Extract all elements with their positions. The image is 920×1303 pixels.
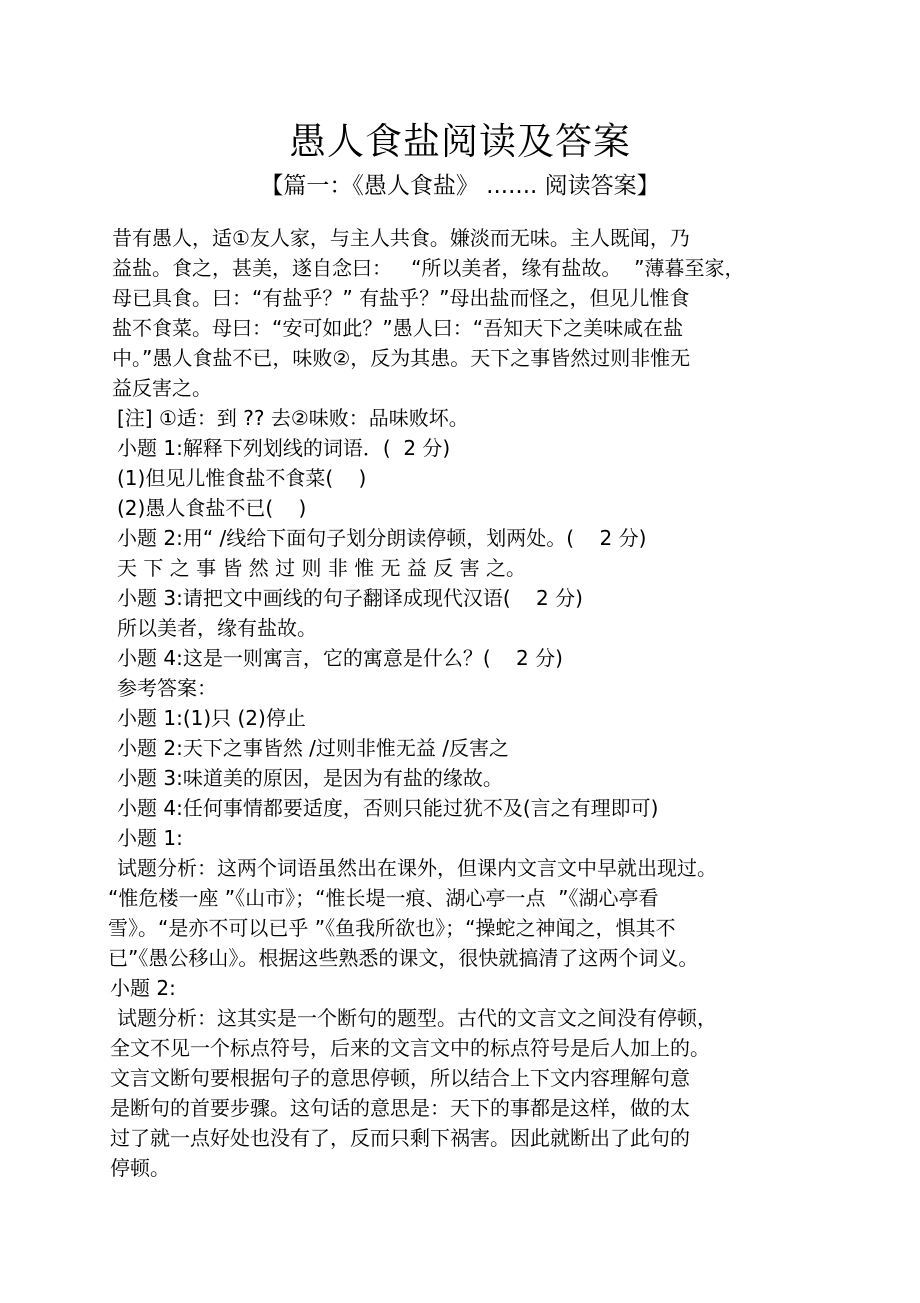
text-line: (2)愚人食盐不已( ): [117, 496, 307, 520]
text-line: 雪》。“是亦不可以已乎 ”《鱼我所欲也》；“操蛇之神闻之，惧其不: [108, 916, 676, 940]
page-subtitle: 【篇一：《愚人食盐》 ....... 阅读答案】: [260, 173, 660, 199]
text-line: 小题 3:味道美的原因，是因为有盐的缘故。: [117, 766, 503, 790]
text-line: 益盐。食之，甚美，遂自念曰： “所以美者，缘有盐故。 ”薄暮至家，: [112, 256, 745, 280]
page-title: 愚人食盐阅读及答案: [289, 120, 631, 163]
text-line: 小题 4:任何事情都要适度，否则只能过犹不及(言之有理即可): [117, 796, 659, 820]
text-line: 小题 2:用“ /线给下面句子划分朗读停顿，划两处。( 2 分): [117, 526, 647, 550]
text-line: 所以美者，缘有盐故。: [117, 616, 317, 640]
text-line: 全文不见一个标点符号，后来的文言文中的标点符号是后人加上的。: [110, 1036, 710, 1060]
text-line: 天 下 之 事 皆 然 过 则 非 惟 无 益 反 害 之。: [117, 556, 527, 580]
text-line: 小题 1:(1)只 (2)停止: [117, 706, 306, 730]
text-line: 已”《愚公移山》。根据这些熟悉的课文，很快就搞清了这两个词义。: [108, 946, 699, 970]
text-line: 小题 1:: [117, 826, 183, 850]
text-line: 过了就一点好处也没有了，反而只剩下祸害。因此就断出了此句的: [110, 1126, 690, 1150]
text-line: 中。”愚人食盐不已，味败②，反为其患。天下之事皆然过则非惟无: [112, 346, 691, 370]
text-line: 盐不食菜。母曰：“安可如此？”愚人曰：“吾知天下之美味咸在盐: [112, 316, 684, 340]
text-line: “惟危楼一座 ”《山市》；“惟长堤一痕、湖心亭一点 ”《湖心亭看: [108, 886, 659, 910]
text-line: 小题 1:解释下列划线的词语．( 2 分): [117, 436, 451, 460]
text-line: 参考答案：: [117, 676, 217, 700]
text-line: [注] ①适：到 ?? 去②味败：品味败坏。: [117, 406, 469, 430]
text-line: 小题 3:请把文中画线的句子翻译成现代汉语( 2 分): [117, 586, 583, 610]
text-line: 试题分析：这其实是一个断句的题型。古代的文言文之间没有停顿，: [117, 1006, 717, 1030]
text-line: 小题 2:: [110, 976, 176, 1000]
text-line: 小题 2:天下之事皆然 /过则非惟无益 /反害之: [117, 736, 510, 760]
text-line: 试题分析：这两个词语虽然出在课外，但课内文言文中早就出现过。: [117, 856, 717, 880]
text-line: 是断句的首要步骤。这句话的意思是：天下的事都是这样，做的太: [110, 1096, 690, 1120]
text-line: 小题 4:这是一则寓言，它的寓意是什么？( 2 分): [117, 646, 563, 670]
text-line: (1)但见儿惟食盐不食菜( ): [117, 466, 367, 490]
text-line: 昔有愚人，适①友人家，与主人共食。嫌淡而无味。主人既闻，乃: [112, 226, 690, 250]
text-line: 文言文断句要根据句子的意思停顿，所以结合上下文内容理解句意: [110, 1066, 690, 1090]
text-line: 停顿。: [110, 1156, 170, 1180]
text-line: 母已具食。曰：“有盐乎？” 有盐乎？”母出盐而怪之，但见儿惟食: [112, 286, 690, 310]
text-line: 益反害之。: [112, 376, 212, 400]
